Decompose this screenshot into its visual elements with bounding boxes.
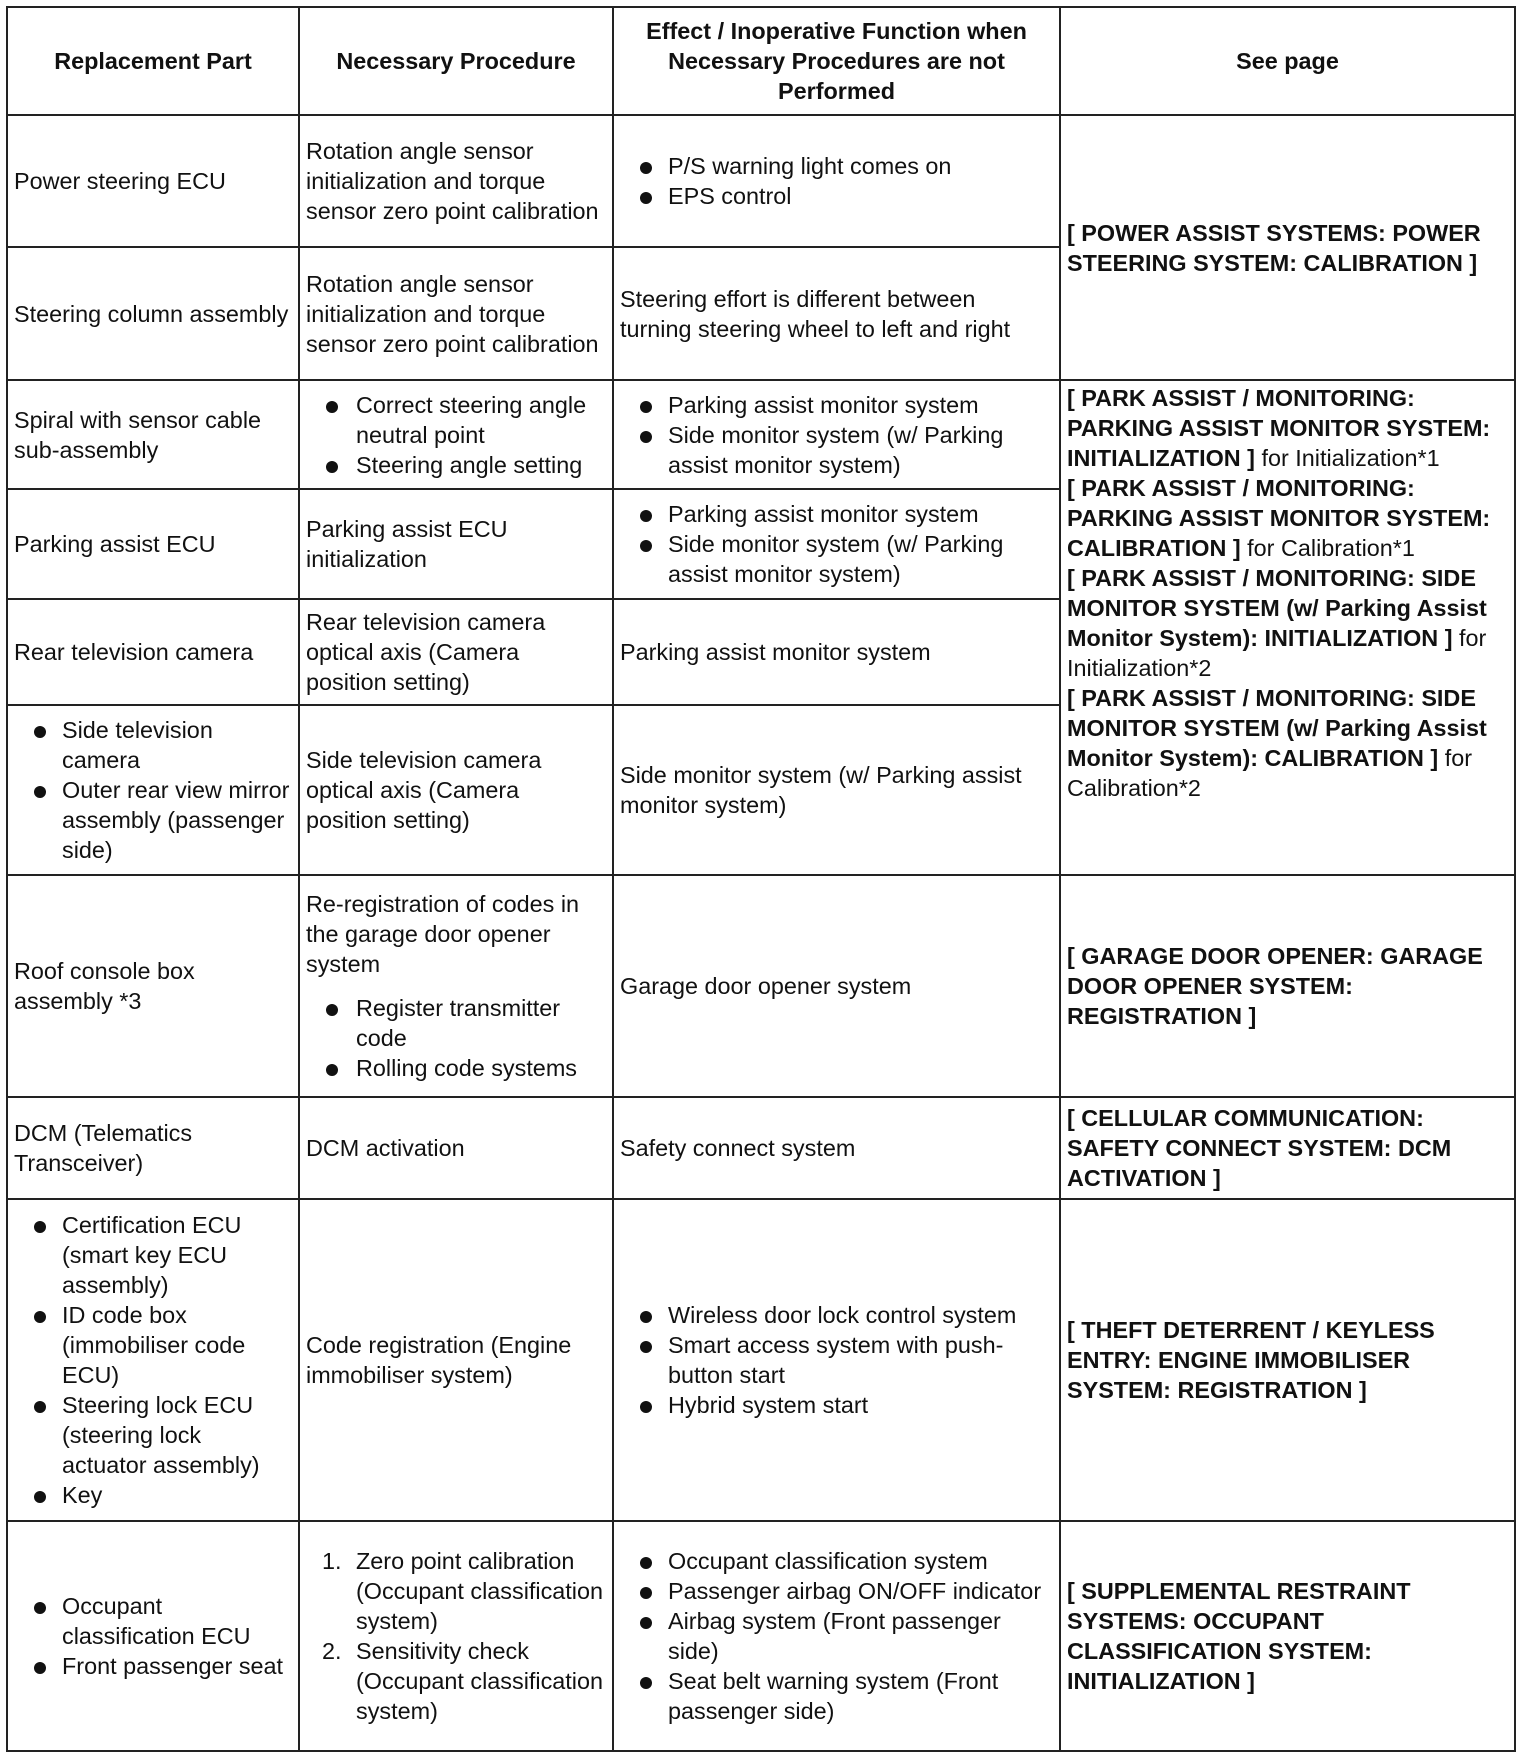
page-reference-title: [ PARK ASSIST / MONITORING: SIDE MONITOR SYSTEM (w/ Parking Assist Monitor System): CALIBRATION ] [1067,685,1487,771]
procedure-table [6,6,1516,1752]
list-item: EPS control [620,181,1053,211]
procedure-intro: Re-registration of codes in the garage door opener system [306,891,580,977]
procedure-cell: Side television camera optical axis (Camera position setting) [299,705,613,875]
page-reference: [ CELLULAR COMMUNICATION: SAFETY CONNECT SYSTEM: DCM ACTIVATION ] [1067,1105,1452,1191]
header-replacement-part: Replacement Part [7,7,299,115]
table-row [7,115,1515,247]
list-item: Hybrid system start [620,1390,1053,1420]
table-row [7,380,1515,489]
effect-cell: Parking assist monitor system [613,599,1060,705]
see-page-cell [1060,380,1515,875]
part-cell: Steering column assembly [7,247,299,380]
effect-cell [613,1521,1060,1751]
list-item: P/S warning light comes on [620,151,1053,181]
effect-cell [613,380,1060,489]
item-text: Sensitivity check (Occupant classification system) [356,1638,604,1724]
list-item: Smart access system with push-button start [620,1330,1053,1390]
list-item: Side monitor system (w/ Parking assist monitor system) [620,529,1053,589]
list-item: Side monitor system (w/ Parking assist monitor system) [620,420,1053,480]
list-item: Occupant classification system [620,1546,1053,1576]
effect-cell [613,489,1060,599]
see-page-cell [1060,1521,1515,1751]
list-item: Parking assist monitor system [620,499,1053,529]
page-reference [1067,473,1508,563]
list-item: Front passenger seat [14,1651,292,1681]
list-item: Seat belt warning system (Front passenger side) [620,1666,1053,1726]
procedure-cell [299,380,613,489]
list-item: Passenger airbag ON/OFF indicator [620,1576,1053,1606]
header-necessary-procedure: Necessary Procedure [299,7,613,115]
part-cell [7,1521,299,1751]
page-reference: [ POWER ASSIST SYSTEMS: POWER STEERING SYSTEM: CALIBRATION ] [1067,219,1481,276]
procedure-cell: Rear television camera optical axis (Camera position setting) [299,599,613,705]
list-item: ID code box (immobiliser code ECU) [14,1300,292,1390]
part-cell: Spiral with sensor cable sub-assembly [7,380,299,489]
table-row [7,1199,1515,1521]
list-item: Side television camera [14,715,292,775]
see-page-cell [1060,875,1515,1097]
header-effect: Effect / Inoperative Function when Necessary Procedures are not Performed [613,7,1060,115]
list-item: Register transmitter code [306,993,606,1053]
procedure-cell [299,1521,613,1751]
page-reference-note: for Initialization*1 [1254,445,1440,471]
page-reference: [ GARAGE DOOR OPENER: GARAGE DOOR OPENER SYSTEM: REGISTRATION ] [1067,943,1483,1029]
part-cell [7,1199,299,1521]
part-cell: Parking assist ECU [7,489,299,599]
see-page-cell [1060,1097,1515,1199]
table-row [7,1521,1515,1751]
page-reference [1067,563,1508,683]
part-cell: DCM (Telematics Transceiver) [7,1097,299,1199]
procedure-cell: Parking assist ECU initialization [299,489,613,599]
list-item: Occupant classification ECU [14,1591,292,1651]
page-reference [1067,383,1508,473]
list-item: Key [14,1480,292,1510]
page-reference-title: [ PARK ASSIST / MONITORING: SIDE MONITOR SYSTEM (w/ Parking Assist Monitor System): INITIALIZATION ] [1067,565,1487,651]
list-item: Correct steering angle neutral point [306,390,606,450]
page-reference: [ THEFT DETERRENT / KEYLESS ENTRY: ENGINE IMMOBILISER SYSTEM: REGISTRATION ] [1067,1317,1435,1403]
procedure-cell: Rotation angle sensor initialization and torque sensor zero point calibration [299,247,613,380]
effect-cell: Steering effort is different between turning steering wheel to left and right [613,247,1060,380]
table-row [7,875,1515,1097]
part-cell: Power steering ECU [7,115,299,247]
page-reference-title: [ PARK ASSIST / MONITORING: PARKING ASSIST MONITOR SYSTEM: CALIBRATION ] [1067,475,1491,561]
list-item: Airbag system (Front passenger side) [620,1606,1053,1666]
effect-cell: Safety connect system [613,1097,1060,1199]
table-row [7,1097,1515,1199]
page-reference-note: for Calibration*1 [1240,535,1415,561]
list-item: Outer rear view mirror assembly (passenger side) [14,775,292,865]
procedure-cell: DCM activation [299,1097,613,1199]
list-item: Parking assist monitor system [620,390,1053,420]
list-item: Rolling code systems [306,1053,606,1083]
procedure-cell: Rotation angle sensor initialization and torque sensor zero point calibration [299,115,613,247]
procedure-cell [299,875,613,1097]
effect-cell [613,115,1060,247]
see-page-cell [1060,1199,1515,1521]
page-reference-title: [ PARK ASSIST / MONITORING: PARKING ASSIST MONITOR SYSTEM: INITIALIZATION ] [1067,385,1491,471]
header-row [7,7,1515,115]
list-item: Wireless door lock control system [620,1300,1053,1330]
effect-cell [613,1199,1060,1521]
header-see-page: See page [1060,7,1515,115]
item-number: 2. [322,1638,342,1664]
list-item: Certification ECU (smart key ECU assembly) [14,1210,292,1300]
effect-cell: Garage door opener system [613,875,1060,1097]
part-cell: Roof console box assembly *3 [7,875,299,1097]
numbered-item [306,1546,606,1636]
list-item: Steering angle setting [306,450,606,480]
page-reference-note: for Calibration*2 [1067,745,1472,801]
page-reference-note: for Initialization*2 [1067,625,1487,681]
page-reference: [ SUPPLEMENTAL RESTRAINT SYSTEMS: OCCUPANT CLASSIFICATION SYSTEM: INITIALIZATION ] [1067,1578,1411,1694]
part-cell: Rear television camera [7,599,299,705]
numbered-item [306,1636,606,1726]
see-page-cell [1060,115,1515,380]
part-cell [7,705,299,875]
item-text: Zero point calibration (Occupant classification system) [356,1548,604,1634]
item-number: 1. [322,1548,342,1574]
list-item: Steering lock ECU (steering lock actuator assembly) [14,1390,292,1480]
page-reference [1067,683,1508,803]
effect-cell: Side monitor system (w/ Parking assist monitor system) [613,705,1060,875]
procedure-cell: Code registration (Engine immobiliser system) [299,1199,613,1521]
